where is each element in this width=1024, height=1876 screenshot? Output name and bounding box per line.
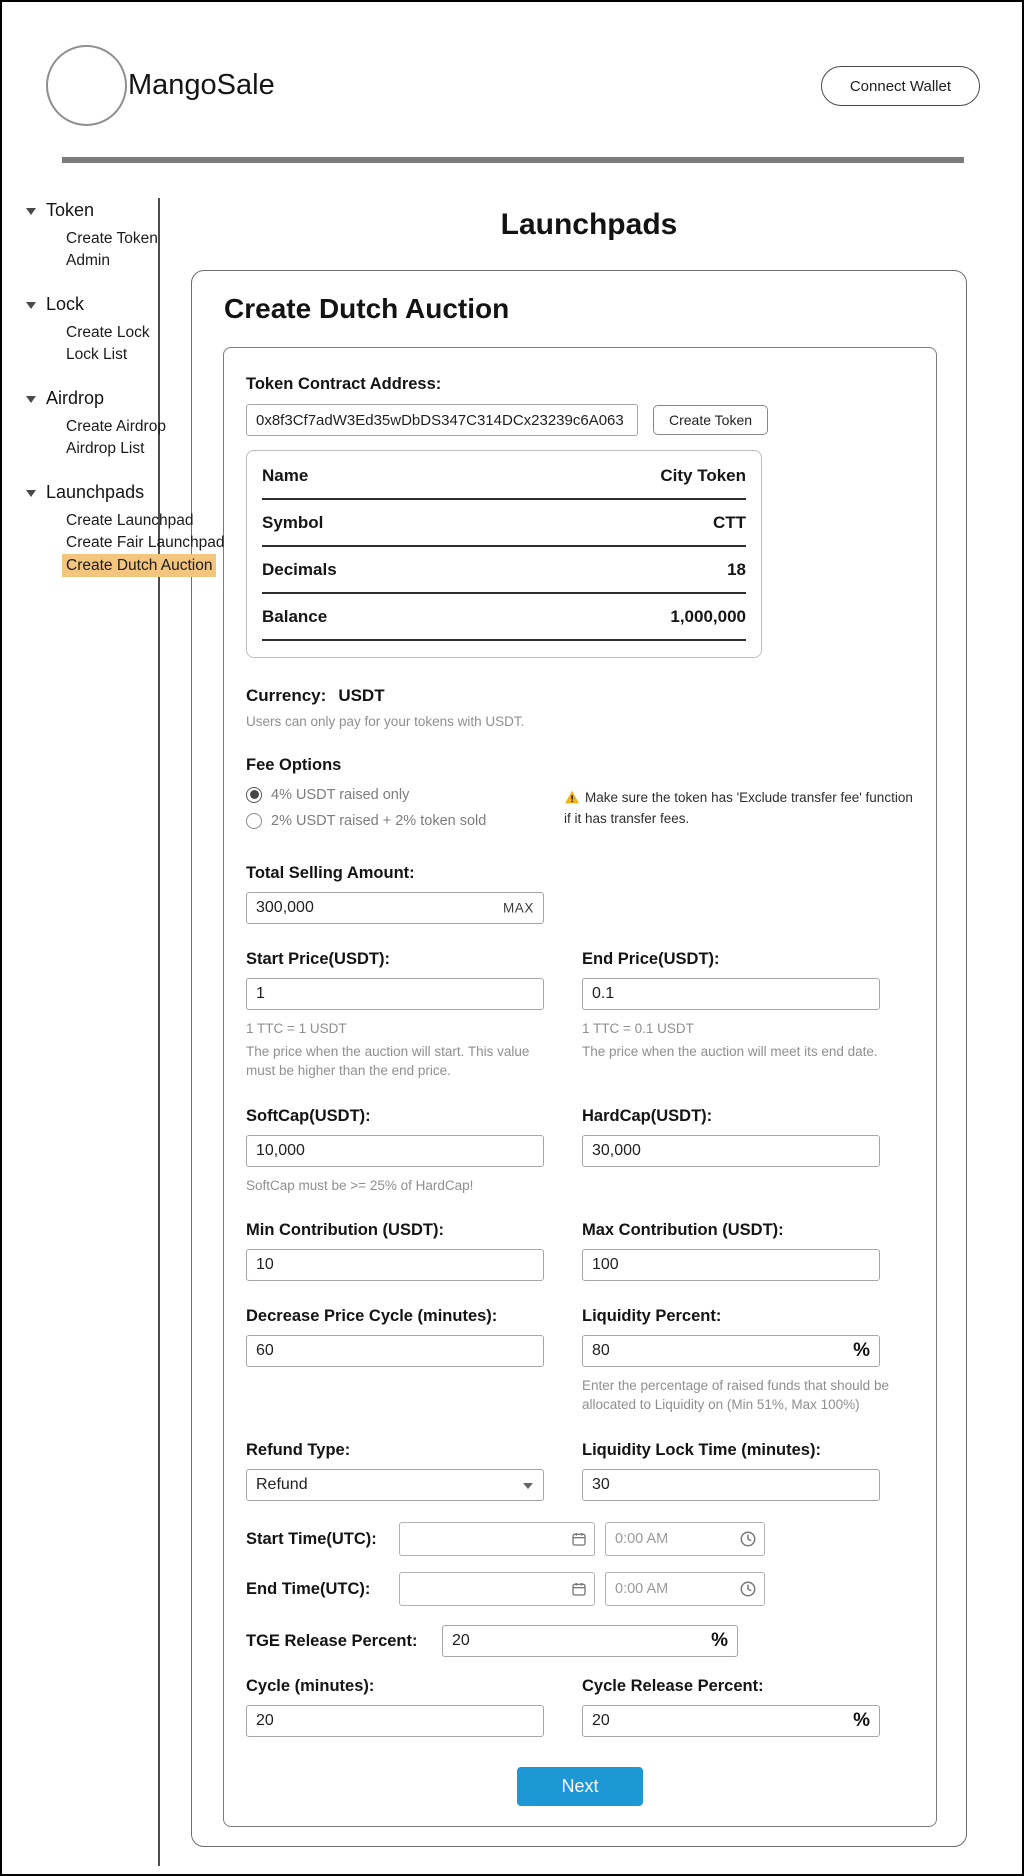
token-decimals-label: Decimals xyxy=(262,559,337,579)
sidebar-section-header-token[interactable] xyxy=(2,200,252,221)
sidebar-item-label: Admin xyxy=(66,252,110,269)
end-price-rate: 1 TTC = 0.1 USDT xyxy=(582,1020,694,1036)
end-date-input[interactable] xyxy=(399,1572,595,1606)
currency-row xyxy=(246,686,914,732)
percent-suffix: % xyxy=(711,1630,728,1652)
currency-value: USDT xyxy=(338,686,385,705)
liquidity-lock-label: Liquidity Lock Time (minutes): xyxy=(582,1441,821,1460)
sidebar-item-label: Create Dutch Auction xyxy=(62,554,216,577)
softcap-input[interactable] xyxy=(246,1135,544,1167)
max-contribution-input[interactable] xyxy=(582,1249,880,1281)
sidebar-item-airdrop-list[interactable] xyxy=(2,438,252,459)
end-price-helper: The price when the auction will meet its end date. xyxy=(582,1043,878,1059)
sidebar-section-label: Lock xyxy=(46,294,85,314)
liquidity-percent-input[interactable] xyxy=(582,1335,880,1367)
sidebar-item-create-lock[interactable] xyxy=(2,322,252,343)
connect-wallet-button[interactable]: Connect Wallet xyxy=(821,66,980,106)
liquidity-lock-input[interactable] xyxy=(582,1469,880,1501)
warning-text: Make sure the token has 'Exclude transfer fee' function if it has transfer fees. xyxy=(564,789,913,826)
brand-name: MangoSale xyxy=(128,69,275,101)
next-button[interactable]: Next xyxy=(517,1767,642,1806)
table-row xyxy=(262,594,746,641)
chevron-down-icon xyxy=(523,1483,533,1489)
end-time-label: End Time(UTC): xyxy=(246,1580,371,1599)
hardcap-label: HardCap(USDT): xyxy=(582,1106,713,1125)
sidebar-item-label: Create Lock xyxy=(66,324,150,341)
max-contribution-label: Max Contribution (USDT): xyxy=(582,1221,784,1240)
token-balance-label: Balance xyxy=(262,606,328,626)
cycle-release-label: Cycle Release Percent: xyxy=(582,1677,764,1696)
tge-release-label: TGE Release Percent: xyxy=(246,1632,418,1651)
token-balance-value: 1,000,000 xyxy=(670,606,746,626)
fee-option-4pct[interactable] xyxy=(246,787,564,803)
tge-release-input[interactable] xyxy=(442,1625,738,1657)
start-price-label: Start Price(USDT): xyxy=(246,949,390,968)
refund-type-value: Refund xyxy=(256,1476,308,1494)
create-token-button[interactable]: Create Token xyxy=(653,405,768,435)
softcap-helper: SoftCap must be >= 25% of HardCap! xyxy=(246,1177,474,1193)
token-name-value: City Token xyxy=(660,465,746,485)
table-row xyxy=(262,500,746,547)
warning-icon xyxy=(564,790,580,804)
token-decimals-value: 18 xyxy=(727,559,746,579)
percent-suffix: % xyxy=(853,1340,870,1362)
sidebar-section-launchpads xyxy=(2,482,252,577)
auction-form-panel xyxy=(223,347,937,1827)
brand-logo xyxy=(46,45,127,126)
hardcap-input[interactable] xyxy=(582,1135,880,1167)
decrease-cycle-label: Decrease Price Cycle (minutes): xyxy=(246,1307,498,1326)
sidebar xyxy=(2,200,252,600)
sidebar-section-label: Token xyxy=(46,200,95,220)
token-contract-label: Token Contract Address: xyxy=(246,375,442,393)
sidebar-section-airdrop xyxy=(2,388,252,459)
liquidity-percent-helper: Enter the percentage of raised funds that should be allocated to Liquidity on (Min 51%, Max 100%) xyxy=(582,1378,889,1413)
token-contract-input[interactable] xyxy=(246,404,638,436)
sidebar-section-header-airdrop[interactable] xyxy=(2,388,252,409)
start-date-input[interactable] xyxy=(399,1522,595,1556)
start-time-input[interactable] xyxy=(605,1522,765,1556)
sidebar-item-lock-list[interactable] xyxy=(2,344,252,365)
start-price-helper: The price when the auction will start. This value must be higher than the end price. xyxy=(246,1043,530,1078)
token-symbol-value: CTT xyxy=(712,512,746,532)
sidebar-item-label: Airdrop List xyxy=(66,440,145,457)
sidebar-item-create-fair-launchpad[interactable] xyxy=(2,532,252,553)
total-selling-input[interactable] xyxy=(246,892,544,924)
end-time-input[interactable] xyxy=(605,1572,765,1606)
refund-type-label: Refund Type: xyxy=(246,1441,351,1460)
min-contribution-label: Min Contribution (USDT): xyxy=(246,1221,444,1240)
sidebar-item-label: Create Token xyxy=(66,230,158,247)
radio-selected-icon xyxy=(246,787,262,803)
chevron-down-icon xyxy=(26,208,36,215)
sidebar-item-label: Lock List xyxy=(66,346,128,363)
token-info-table xyxy=(246,450,762,658)
cycle-input[interactable] xyxy=(246,1705,544,1737)
card-title: Create Dutch Auction xyxy=(224,293,510,324)
end-price-label: End Price(USDT): xyxy=(582,949,720,968)
sidebar-item-create-token[interactable] xyxy=(2,228,252,249)
header-divider xyxy=(62,157,964,163)
sidebar-section-token xyxy=(2,200,252,271)
decrease-cycle-input[interactable] xyxy=(246,1335,544,1367)
create-dutch-auction-card xyxy=(191,270,967,1847)
sidebar-item-label: Create Fair Launchpad xyxy=(66,534,225,551)
liquidity-percent-label: Liquidity Percent: xyxy=(582,1307,722,1326)
sidebar-section-label: Airdrop xyxy=(46,388,105,408)
token-symbol-label: Symbol xyxy=(262,512,324,532)
sidebar-section-header-lock[interactable] xyxy=(2,294,252,315)
transfer-fee-warning xyxy=(564,787,914,839)
sidebar-item-create-dutch-auction[interactable] xyxy=(2,554,252,577)
sidebar-item-label: Create Launchpad xyxy=(66,512,194,529)
start-price-input[interactable] xyxy=(246,978,544,1010)
fee-options-label: Fee Options xyxy=(246,755,342,774)
currency-helper: Users can only pay for your tokens with USDT. xyxy=(246,714,525,729)
currency-label: Currency: xyxy=(246,686,327,705)
chevron-down-icon xyxy=(26,396,36,403)
sidebar-section-lock xyxy=(2,294,252,365)
start-time-label: Start Time(UTC): xyxy=(246,1530,377,1549)
token-name-label: Name xyxy=(262,465,309,485)
fee-option-label: 2% USDT raised + 2% token sold xyxy=(271,812,487,829)
chevron-down-icon xyxy=(26,490,36,497)
min-contribution-input[interactable] xyxy=(246,1249,544,1281)
refund-type-select[interactable] xyxy=(246,1469,544,1501)
cycle-release-input[interactable] xyxy=(582,1705,880,1737)
cycle-label: Cycle (minutes): xyxy=(246,1677,375,1696)
softcap-label: SoftCap(USDT): xyxy=(246,1106,371,1125)
sidebar-section-label: Launchpads xyxy=(46,482,145,502)
page-title: Launchpads xyxy=(500,208,678,241)
fee-option-label: 4% USDT raised only xyxy=(271,786,410,803)
sidebar-item-label: Create Airdrop xyxy=(66,418,166,435)
table-row xyxy=(262,547,746,594)
total-selling-label: Total Selling Amount: xyxy=(246,863,415,882)
sidebar-section-header-launchpads[interactable] xyxy=(2,482,252,503)
max-button[interactable]: MAX xyxy=(502,900,534,916)
table-row xyxy=(262,453,746,500)
radio-unselected-icon xyxy=(246,813,262,829)
sidebar-item-create-launchpad[interactable] xyxy=(2,510,252,531)
fee-option-2pct[interactable] xyxy=(246,813,564,829)
end-price-input[interactable] xyxy=(582,978,880,1010)
start-price-rate: 1 TTC = 1 USDT xyxy=(246,1020,347,1036)
chevron-down-icon xyxy=(26,302,36,309)
sidebar-item-create-airdrop[interactable] xyxy=(2,416,252,437)
percent-suffix: % xyxy=(853,1710,870,1732)
sidebar-item-admin[interactable] xyxy=(2,250,252,271)
